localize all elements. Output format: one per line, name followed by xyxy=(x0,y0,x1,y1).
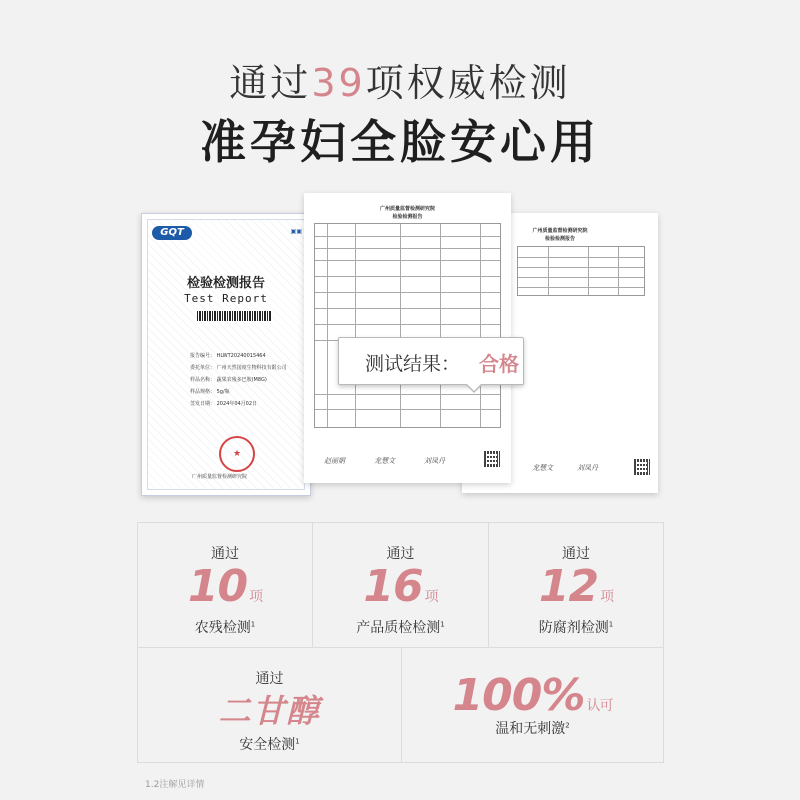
barcode-icon xyxy=(197,311,272,321)
stat-prefix: 通过 xyxy=(386,546,415,562)
footnote-marker: 1 xyxy=(440,620,445,629)
stat-card-pesticide xyxy=(137,522,313,648)
footnote-text: 1.2注解见详情 xyxy=(145,780,205,790)
stat-prefix: 通过 xyxy=(562,546,590,562)
footnote-marker: 1 xyxy=(608,620,614,629)
headline-prefix: 通过 xyxy=(229,61,312,105)
signature: 龙慧文 xyxy=(532,464,553,472)
report-info-line: 委托单位： 广州天然国度生物科技有限公司 xyxy=(190,365,287,371)
stat-unit: 项 xyxy=(600,589,614,605)
stat-value: 100% xyxy=(452,670,585,721)
stat-desc-text: 农残检测 xyxy=(194,620,251,636)
results-table xyxy=(314,223,501,428)
stat-value: 10 xyxy=(187,561,248,612)
headline-line-1 xyxy=(0,52,800,107)
stat-description xyxy=(402,718,663,738)
signature: 刘凤丹 xyxy=(577,464,598,472)
qr-code-icon xyxy=(634,459,650,475)
stat-description xyxy=(138,617,312,637)
footnote-marker: 1 xyxy=(295,737,300,746)
doc-subtitle: 检验检测报告 xyxy=(392,214,423,220)
signature: 龙慧文 xyxy=(374,457,395,465)
signature: 赵丽娟 xyxy=(324,457,345,465)
stat-unit: 项 xyxy=(249,589,263,605)
seal-stamp-icon: ★ xyxy=(219,436,255,472)
result-value: 合格 xyxy=(479,352,519,376)
stat-number: 二甘醇 xyxy=(218,692,321,730)
qr-code-icon xyxy=(484,451,500,467)
results-table xyxy=(517,246,645,296)
stat-description xyxy=(138,734,401,754)
stat-unit: 项 xyxy=(424,589,438,605)
headline-suffix: 项权威检测 xyxy=(365,61,571,105)
stat-number xyxy=(489,561,663,612)
doc-title: 广州质量监督检测研究院 xyxy=(532,228,588,234)
report-info-line: 样品规格： 5g/瓶 xyxy=(190,389,230,395)
doc-subtitle: 检验检测报告 xyxy=(544,236,575,242)
stat-prefix: 通过 xyxy=(255,671,284,687)
accreditation-icon: ▣▣ xyxy=(290,228,302,235)
stat-value: 16 xyxy=(363,561,423,612)
footnote-marker: 1 xyxy=(250,620,256,629)
stat-prefix: 通过 xyxy=(211,546,239,562)
stat-description xyxy=(313,617,488,637)
stat-number xyxy=(138,561,312,612)
signature: 刘凤丹 xyxy=(424,457,445,465)
report-title-cn: 检验检测报告 xyxy=(186,276,265,291)
stat-number xyxy=(402,670,663,721)
test-report-document-left xyxy=(141,213,311,496)
stat-description xyxy=(489,617,663,637)
stat-desc-text: 安全检测 xyxy=(239,737,296,753)
stat-number xyxy=(313,561,488,612)
stat-card-quality xyxy=(312,522,489,648)
stats-grid xyxy=(137,522,664,763)
badge-pointer-fill xyxy=(467,384,481,391)
report-info-line: 报告编号： HLWT20240015464 xyxy=(190,353,266,359)
stat-desc-text: 温和无刺激 xyxy=(495,721,566,737)
stamp-organization: 广州质量监督检测研究院 xyxy=(192,474,248,480)
headline-count: 39 xyxy=(311,61,366,105)
footnote-marker: 2 xyxy=(565,721,570,730)
stat-card-mild xyxy=(401,647,664,763)
doc-title: 广州质量监督检测研究院 xyxy=(379,206,435,212)
stat-unit: 认可 xyxy=(586,698,613,714)
stat-card-diethylene-glycol xyxy=(137,647,402,763)
stat-desc-text: 防腐剂检测 xyxy=(538,620,609,636)
report-title-en: Test Report xyxy=(184,292,268,305)
stat-card-preservative xyxy=(488,522,664,648)
test-result-badge xyxy=(338,337,524,385)
stat-desc-text: 产品质检检测 xyxy=(356,620,441,636)
report-info-line: 签发日期： 2024年04月02日 xyxy=(190,401,258,407)
result-label: 测试结果： xyxy=(365,353,461,375)
report-info-line: 样品名称： 蔬果农残多巴胺(M8G) xyxy=(190,377,267,383)
stat-value: 12 xyxy=(538,561,599,612)
gqt-logo: GQT xyxy=(152,226,192,240)
headline-line-2: 准孕妇全脸安心用 xyxy=(200,115,600,169)
